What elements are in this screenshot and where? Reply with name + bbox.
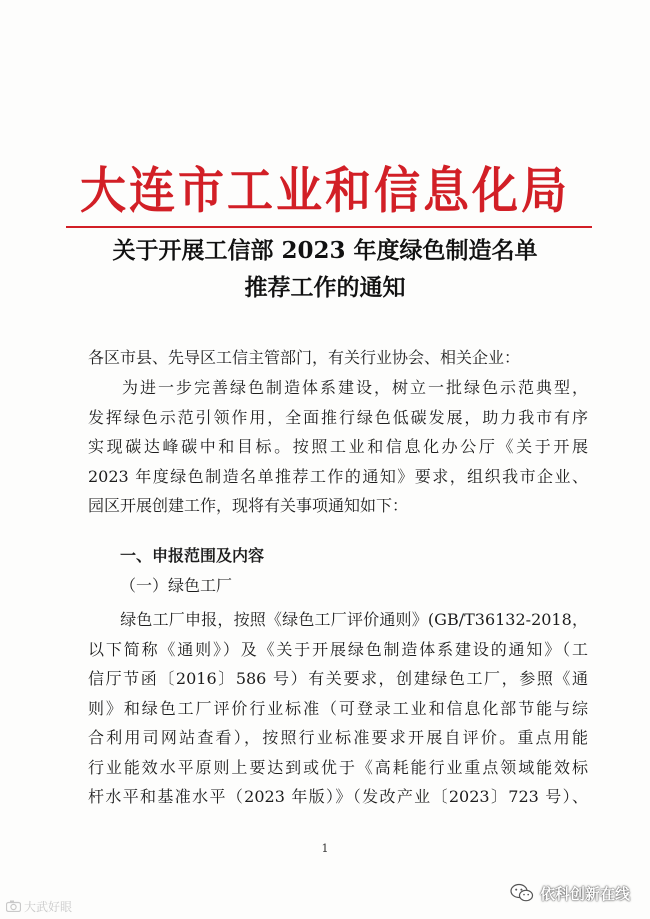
document-title-line-2: 推荐工作的通知 [244, 274, 406, 301]
page-number: 1 [321, 842, 329, 855]
section-heading: 一、申报范围及内容 [120, 546, 265, 565]
watermark-right-text: 依科创新在线 [539, 884, 630, 903]
paragraph-intro [88, 373, 588, 521]
paragraph-line: 实现碳达峰碳中和目标。按照工业和信息化办公厅《关于开展 [88, 437, 588, 456]
watermark-left [6, 897, 72, 915]
paragraph-line: 以下简称《通则》）及《关于开展绿色制造体系建设的通知》（工 [88, 639, 588, 659]
paragraph-line: 园区开展创建工作，现将有关事项通知如下： [88, 496, 409, 515]
paragraph-line: 绿色工厂申报，按照《绿色工厂评价通则》(GB/T36132-2018， [120, 610, 588, 629]
paragraph-line: 发挥绿色示范引领作用，全面推行绿色低碳发展，助力我市有序 [88, 407, 588, 427]
paragraph-line: 信厅节函〔2016〕586 号）有关要求，创建绿色工厂，参照《通 [88, 669, 588, 688]
watermark-left-text: 大武好眼 [24, 899, 73, 914]
watermark-right [510, 881, 630, 905]
letterhead-red-rule [66, 226, 592, 228]
paragraph-line: 行业能效水平原则上要达到或优于《高耗能行业重点领域能效标 [88, 757, 588, 777]
paragraph-line: 合利用司网站查看），按照行业标准要求开展自评价。重点用能 [88, 728, 588, 747]
paragraph-line: 则》和绿色工厂评价行业标准（可登录工业和信息化部节能与综 [88, 698, 588, 718]
salutation: 各区市县、先导区工信主管部门，有关行业协会、相关企业： [88, 348, 521, 367]
subsection-heading: （一）绿色工厂 [120, 576, 233, 595]
paragraph-green-factory [88, 605, 588, 812]
letterhead: 大连市工业和信息化局 [80, 160, 570, 220]
paragraph-line: 杆水平和基准水平（2023 年版）》（发改产业〔2023〕723 号）、 [88, 787, 588, 806]
document-title-line-1: 关于开展工信部 2023 年度绿色制造名单 [112, 237, 538, 264]
paragraph-line: 2023 年度绿色制造名单推荐工作的通知》要求，组织我市企业、 [88, 466, 588, 486]
paragraph-line: 为进一步完善绿色制造体系建设，树立一批绿色示范典型， [120, 378, 588, 397]
wechat-icon [510, 883, 534, 903]
camera-logo-icon [6, 900, 21, 912]
